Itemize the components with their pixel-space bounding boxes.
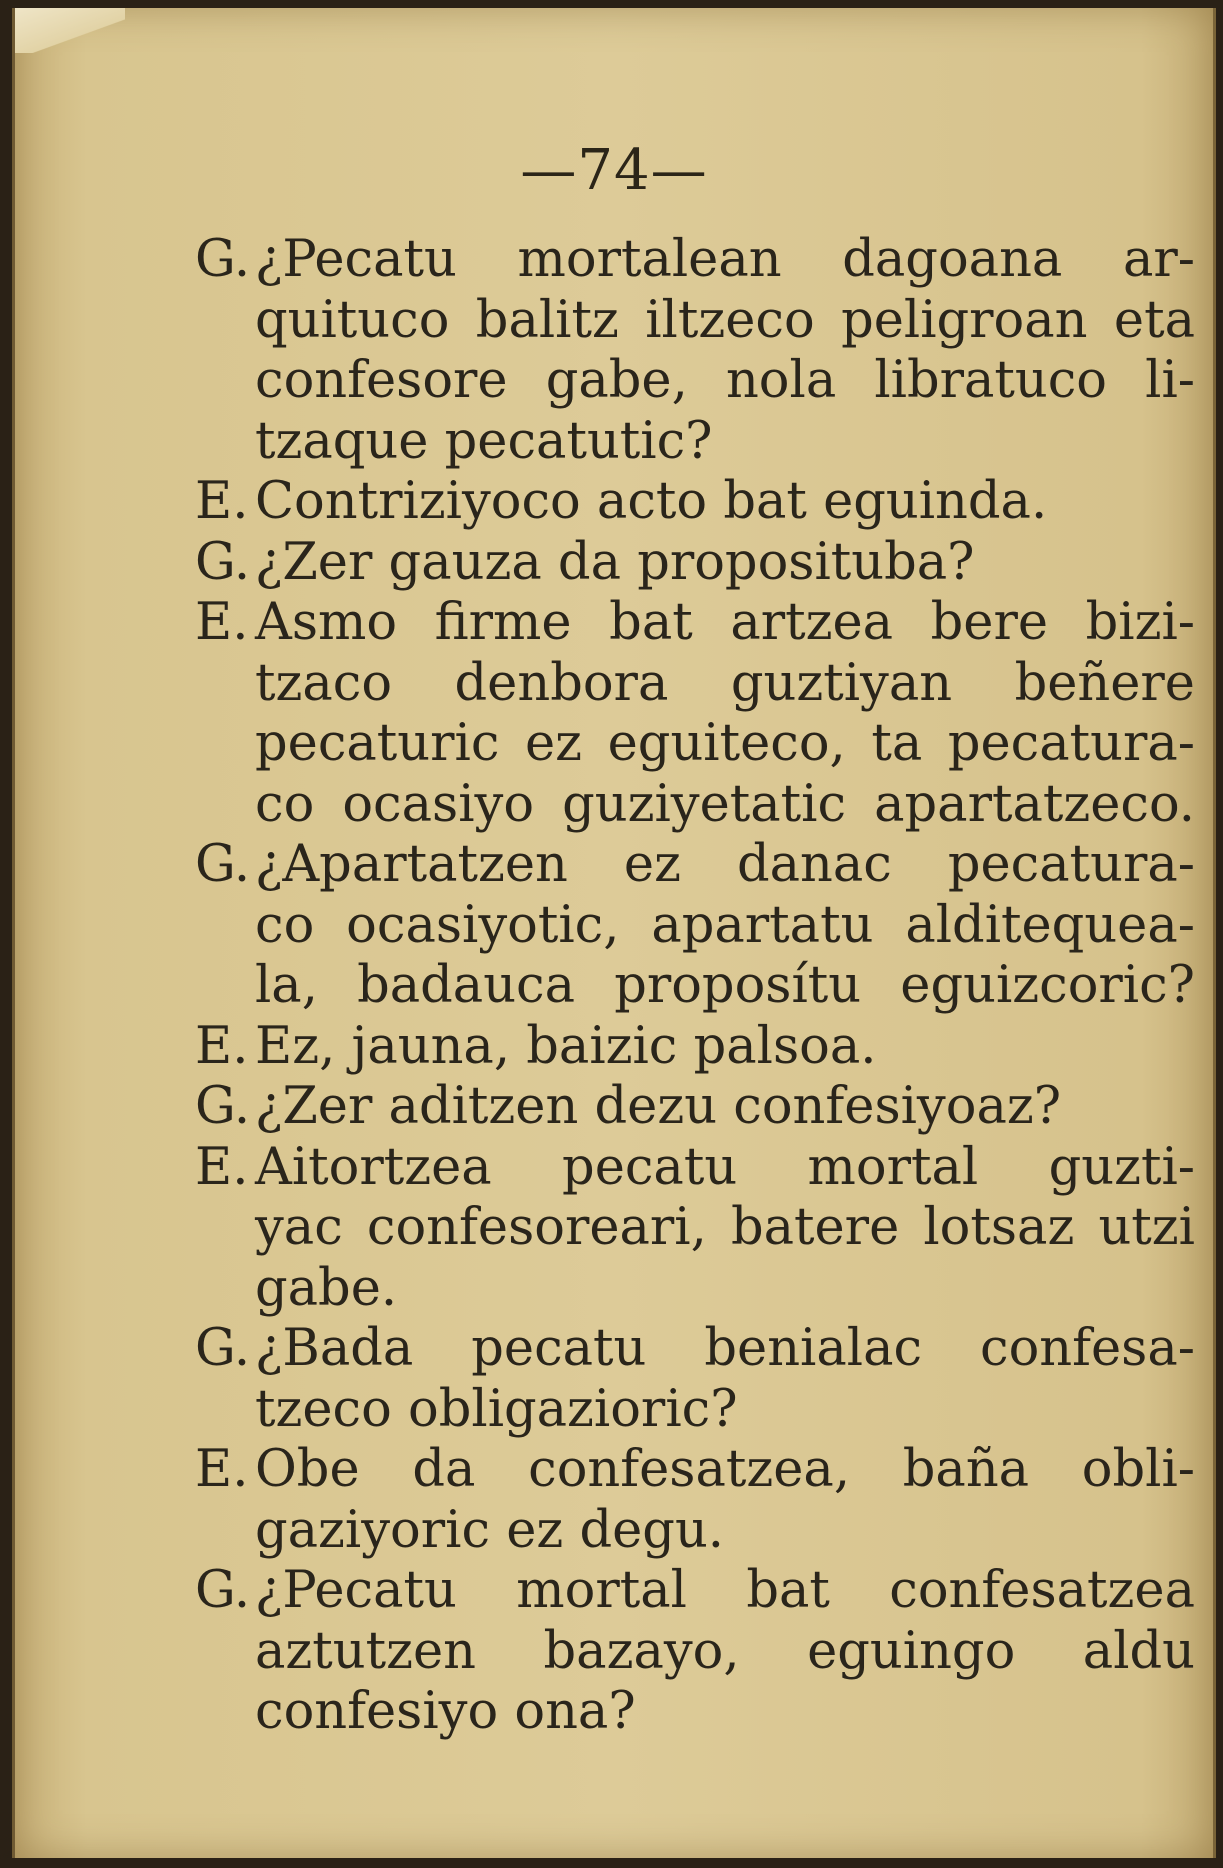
text-line: co ocasiyo guziyetatic apartatzeco. <box>255 774 1195 834</box>
dialogue-entry <box>195 1440 1195 1561</box>
text-line: Obe da confesatzea, baña obli- <box>255 1440 1195 1499</box>
text-line: Asmo firme bat artzea bere bizi- <box>255 593 1195 652</box>
dialogue-entry <box>195 1561 1195 1743</box>
text-line: tzaque pecatutic? <box>255 411 713 471</box>
text-line: gabe. <box>255 1258 398 1318</box>
page-number: —74— <box>520 138 708 203</box>
speaker-label: E. <box>195 1137 249 1197</box>
speaker-label: G. <box>195 532 251 592</box>
text-line: pecaturic ez eguiteco, ta pecatura- <box>255 714 1195 773</box>
speaker-label: G. <box>195 835 251 894</box>
speaker-label: E. <box>195 593 249 652</box>
catechism-text <box>195 230 1195 1743</box>
text-line: la, badauca proposítu eguizcoric? <box>255 956 1195 1015</box>
dialogue-entry <box>195 1319 1195 1440</box>
speaker-label: G. <box>195 1077 251 1136</box>
text-line: Aitortzea pecatu mortal guzti- <box>255 1137 1195 1197</box>
speaker-label: G. <box>195 1319 251 1378</box>
text-line: gaziyoric ez degu. <box>255 1500 725 1560</box>
text-line: tzeco obligazioric? <box>255 1379 738 1439</box>
text-line: ¿Zer aditzen dezu confesiyoaz? <box>255 1077 1062 1136</box>
text-line: ¿Pecatu mortalean dagoana ar- <box>255 230 1195 289</box>
text-line: tzaco denbora guztiyan beñere <box>255 653 1195 713</box>
text-line: confesore gabe, nola libratuco li- <box>255 351 1195 410</box>
speaker-label: E. <box>195 472 249 531</box>
speaker-label: G. <box>195 230 251 289</box>
book-page <box>12 8 1216 1858</box>
text-line: confesiyo ona? <box>255 1682 636 1741</box>
text-line: ¿Apartatzen ez danac pecatura- <box>255 835 1195 894</box>
dialogue-entry <box>195 230 1195 472</box>
dialogue-entry <box>195 1017 1195 1078</box>
folded-corner <box>15 8 125 53</box>
speaker-label: E. <box>195 1016 249 1076</box>
text-line: co ocasiyotic, apartatu alditequea- <box>255 895 1195 955</box>
dialogue-entry <box>195 533 1195 594</box>
dialogue-entry <box>195 1077 1195 1138</box>
text-line: ¿Pecatu mortal bat confesatzea <box>255 1561 1195 1620</box>
text-line: ¿Zer gauza da proposituba? <box>255 532 975 592</box>
dialogue-entry <box>195 593 1195 835</box>
speaker-label: E. <box>195 1440 249 1499</box>
text-line: Contriziyoco acto bat eguinda. <box>255 472 1048 531</box>
dialogue-entry <box>195 472 1195 533</box>
text-line: yac confesoreari, batere lotsaz utzi <box>255 1198 1195 1257</box>
text-line: quituco balitz iltzeco peligroan eta <box>255 290 1195 350</box>
text-line: Ez, jauna, baizic palsoa. <box>255 1016 877 1076</box>
dialogue-entry <box>195 835 1195 1017</box>
dialogue-entry <box>195 1138 1195 1320</box>
text-line: ¿Bada pecatu benialac confesa- <box>255 1319 1195 1378</box>
text-line: aztutzen bazayo, eguingo aldu <box>255 1621 1195 1681</box>
speaker-label: G. <box>195 1561 251 1620</box>
